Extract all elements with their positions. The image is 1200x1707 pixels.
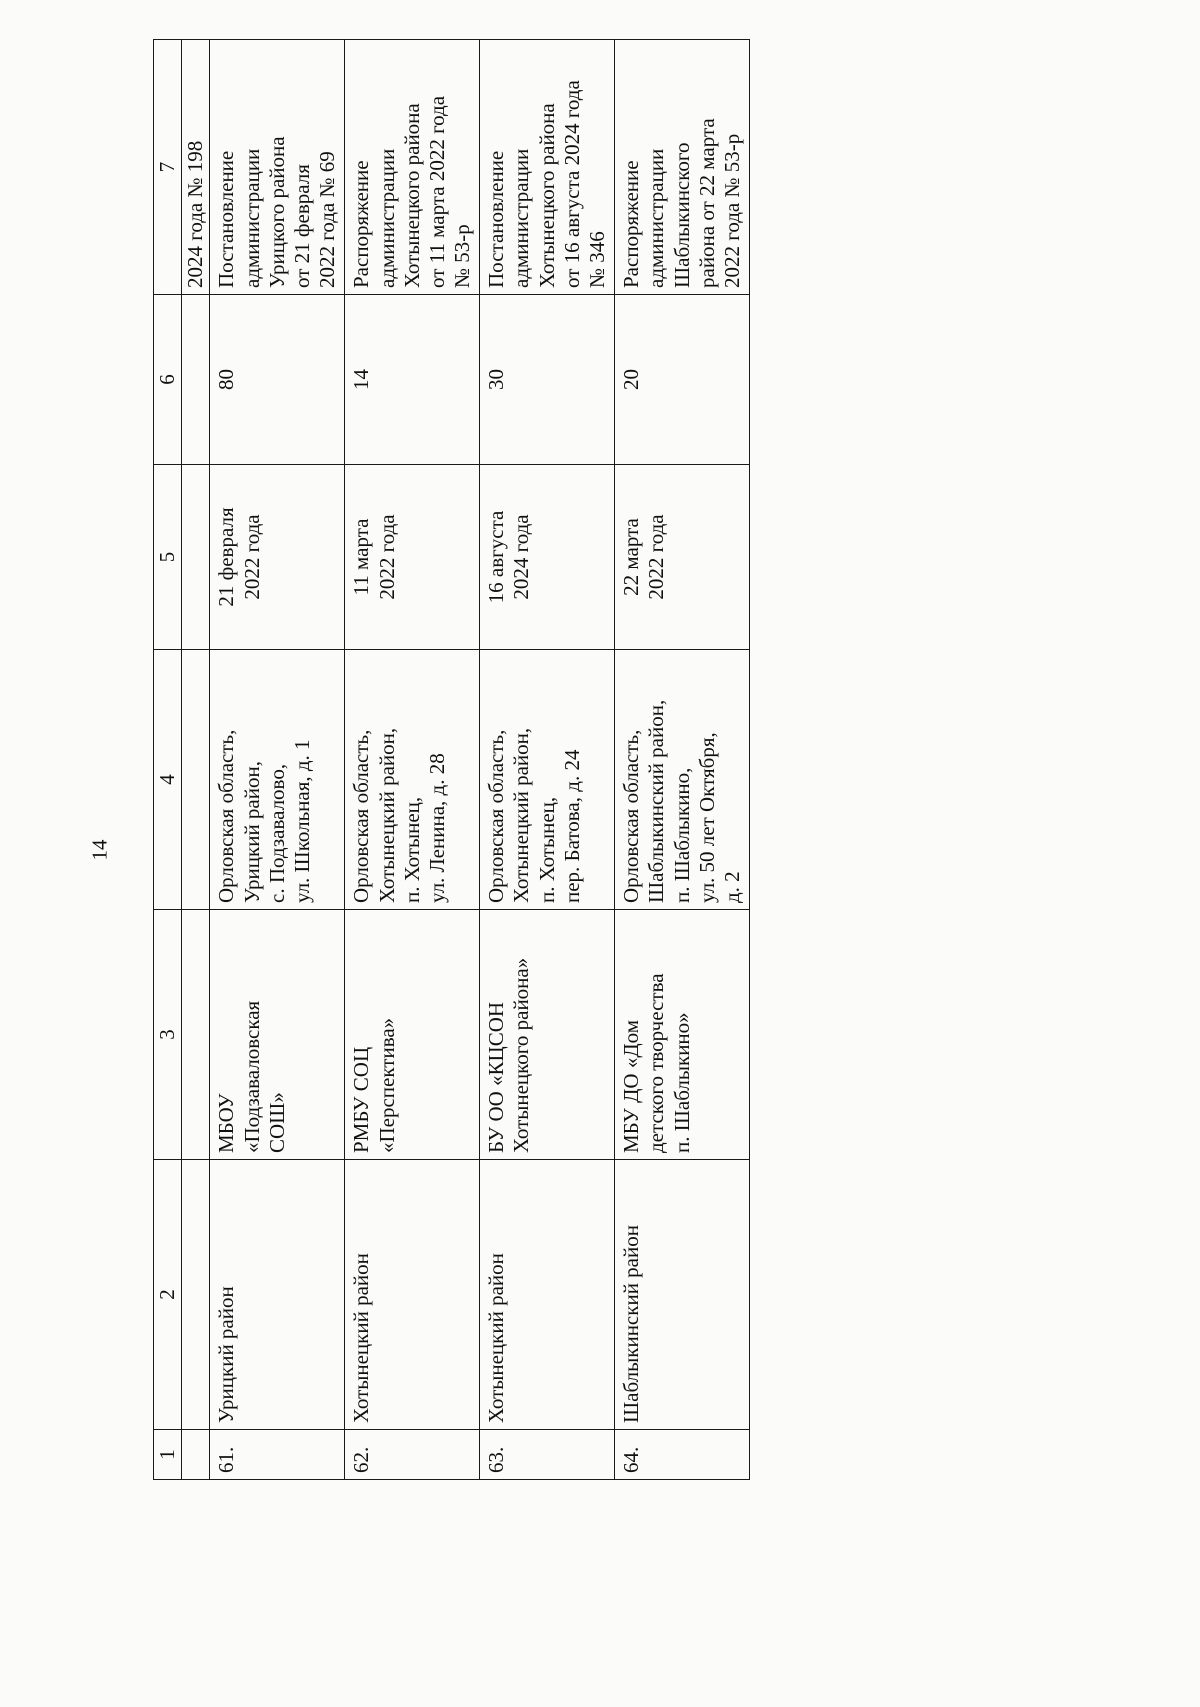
district-cell: Урицкий район xyxy=(210,1160,345,1430)
registry-table xyxy=(153,39,750,1480)
address-cell: Орловская область, Урицкий район, с. Подзавалово, ул. Школьная, д. 1 xyxy=(210,650,345,910)
district-cell: Хотынецкий район xyxy=(480,1160,615,1430)
organization-cell: МБУ ДО «Дом детского творчества п. Шаблыкино» xyxy=(615,910,750,1160)
table-row xyxy=(480,40,615,1480)
page-number: 14 xyxy=(87,839,112,861)
date-cell: 16 августа 2024 года xyxy=(480,465,615,650)
date-cell: 22 марта 2022 года xyxy=(615,465,750,650)
table-row xyxy=(615,40,750,1480)
organization-cell: РМБУ СОЦ «Перспектива» xyxy=(345,910,480,1160)
header-cell: 3 xyxy=(154,910,182,1160)
date-cell: 21 февраля 2022 года xyxy=(210,465,345,650)
rotated-table-wrapper xyxy=(153,40,843,1480)
district-cell: Хотынецкий район xyxy=(345,1160,480,1430)
header-cell: 5 xyxy=(154,465,182,650)
header-cell: 4 xyxy=(154,650,182,910)
date-cell: 11 марта 2022 года xyxy=(345,465,480,650)
district-cell: Шаблыкинский район xyxy=(615,1160,750,1430)
row-number: 61. xyxy=(210,1430,345,1480)
count-cell: 30 xyxy=(480,295,615,465)
document-cell: Постановление администрации Хотынецкого района от 16 августа 2024 года № 346 xyxy=(480,40,615,295)
count-cell: 80 xyxy=(210,295,345,465)
continuation-cell: 2024 года № 198 xyxy=(182,40,210,295)
table-row xyxy=(345,40,480,1480)
continuation-row xyxy=(182,40,210,1480)
header-cell: 7 xyxy=(154,40,182,295)
document-cell: Распоряжение администрации Шаблыкинского района от 22 марта 2022 года № 53-р xyxy=(615,40,750,295)
organization-cell: БУ ОО «КЦСОН Хотынецкого района» xyxy=(480,910,615,1160)
address-cell: Орловская область, Шаблыкинский район, п. Шаблыкино, ул. 50 лет Октября, д. 2 xyxy=(615,650,750,910)
header-cell: 6 xyxy=(154,295,182,465)
organization-cell: МБОУ «Подзаваловская СОШ» xyxy=(210,910,345,1160)
count-cell: 20 xyxy=(615,295,750,465)
column-number-row xyxy=(154,40,182,1480)
document-cell: Распоряжение администрации Хотынецкого района от 11 марта 2022 года № 53-р xyxy=(345,40,480,295)
table-row xyxy=(210,40,345,1480)
row-number: 62. xyxy=(345,1430,480,1480)
row-number: 64. xyxy=(615,1430,750,1480)
document-cell: Постановление администрации Урицкого района от 21 февраля 2022 года № 69 xyxy=(210,40,345,295)
header-cell: 2 xyxy=(154,1160,182,1430)
header-cell: 1 xyxy=(154,1430,182,1480)
address-cell: Орловская область, Хотынецкий район, п. Хотынец, ул. Ленина, д. 28 xyxy=(345,650,480,910)
address-cell: Орловская область, Хотынецкий район, п. Хотынец, пер. Батова, д. 24 xyxy=(480,650,615,910)
count-cell: 14 xyxy=(345,295,480,465)
row-number: 63. xyxy=(480,1430,615,1480)
